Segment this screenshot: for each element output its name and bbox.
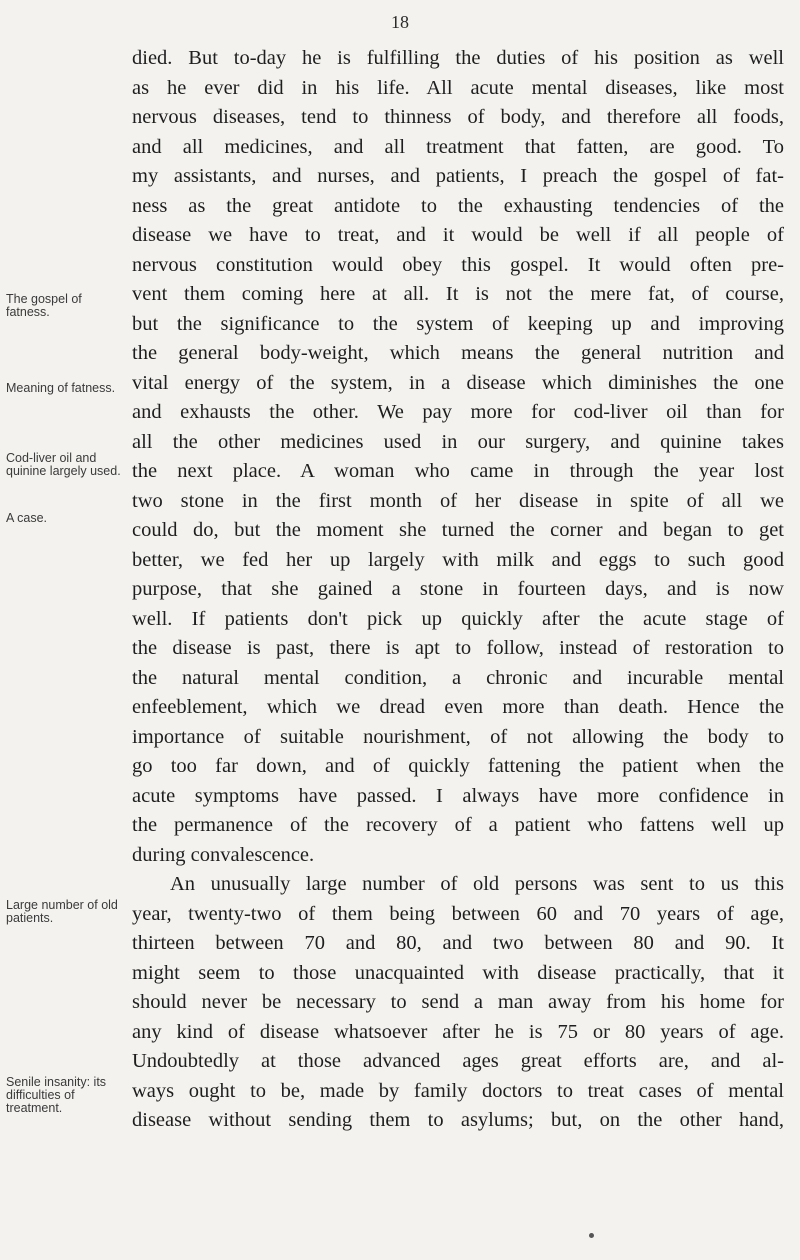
text-line: might seem to those unacquainted with disease practically, that it xyxy=(132,961,784,984)
text-line: better, we fed her up largely with milk and eggs to such good xyxy=(132,548,784,571)
text-line: any kind of disease whatsoever after he is 75 or 80 years of age. xyxy=(132,1020,784,1043)
text-line: enfeeblement, which we dread even more than death. Hence the xyxy=(132,696,784,718)
text-line: my assistants, and nurses, and patients, I preach the gospel of fat- xyxy=(132,165,784,187)
text-line: ways ought to be, made by family doctors to treat cases of mental xyxy=(132,1079,784,1102)
margin-note-large-number-old-patients: Large number of old patients. xyxy=(6,898,118,925)
printer-mark-dot xyxy=(589,1233,594,1238)
text-line: as he ever did in his life. All acute mental diseases, like most xyxy=(132,76,784,99)
text-line: thirteen between 70 and 80, and two between 80 and 90. It xyxy=(132,932,784,954)
page-number: 18 xyxy=(391,12,409,32)
text-line: the disease is past, there is apt to follow, instead of restoration to xyxy=(132,637,784,659)
text-line: purpose, that she gained a stone in fourteen days, and is now xyxy=(132,578,784,600)
text-line: importance of suitable nourishment, of not allowing the body to xyxy=(132,725,784,748)
text-line: the general body-weight, which means the general nutrition and xyxy=(132,342,784,364)
text-line: disease we have to treat, and it would be well if all people of xyxy=(132,224,784,246)
text-line: year, twenty-two of them being between 60 and 70 years of age, xyxy=(132,902,784,925)
text-line: ness as the great antidote to the exhausting tendencies of the xyxy=(132,194,784,217)
text-line: nervous diseases, tend to thinness of body, and therefore all foods, xyxy=(132,106,784,128)
text-line: died. But to-day he is fulfilling the duties of his position as well xyxy=(132,47,784,69)
text-line: acute symptoms have passed. I always have more confidence in xyxy=(132,784,784,807)
text-line: well. If patients don't pick up quickly after the acute stage of xyxy=(132,607,784,630)
text-line: but the significance to the system of keeping up and improving xyxy=(132,312,784,335)
text-line: Undoubtedly at those advanced ages great efforts are, and al- xyxy=(132,1050,784,1072)
text-line: and all medicines, and all treatment that fatten, are good. To xyxy=(132,135,784,158)
text-line: the natural mental condition, a chronic and incurable mental xyxy=(132,666,784,689)
text-line: the next place. A woman who came in through the year lost xyxy=(132,460,784,482)
text-line: all the other medicines used in our surgery, and quinine takes xyxy=(132,430,784,453)
text-line: vent them coming here at all. It is not the mere fat, of course, xyxy=(132,283,784,305)
text-line: nervous constitution would obey this gospel. It would often pre- xyxy=(132,253,784,276)
text-line: go too far down, and of quickly fattening the patient when the xyxy=(132,755,784,777)
text-line: An unusually large number of old persons was sent to us this xyxy=(170,873,784,895)
text-line: during convalescence. xyxy=(132,843,315,866)
text-line: the permanence of the recovery of a patient who fattens well up xyxy=(132,814,784,836)
text-line: disease without sending them to asylums; but, on the other hand, xyxy=(132,1109,784,1131)
margin-note-meaning-of-fatness: Meaning of fatness. xyxy=(6,381,116,395)
text-line: could do, but the moment she turned the corner and began to get xyxy=(132,519,784,541)
margin-note-cod-liver-oil: Cod-liver oil and quinine largely used. xyxy=(6,451,121,478)
margin-note-senile-insanity: Senile insanity: its difficulties of treatment. xyxy=(6,1075,107,1115)
margin-note-gospel-of-fatness: The gospel of fatness. xyxy=(6,292,82,319)
text-line: and exhausts the other. We pay more for cod-liver oil than for xyxy=(132,401,784,423)
text-line: should never be necessary to send a man away from his home for xyxy=(132,991,784,1013)
text-line: two stone in the first month of her disease in spite of all we xyxy=(132,489,784,512)
text-line: vital energy of the system, in a disease which diminishes the one xyxy=(132,371,784,394)
margin-note-a-case: A case. xyxy=(6,511,47,525)
